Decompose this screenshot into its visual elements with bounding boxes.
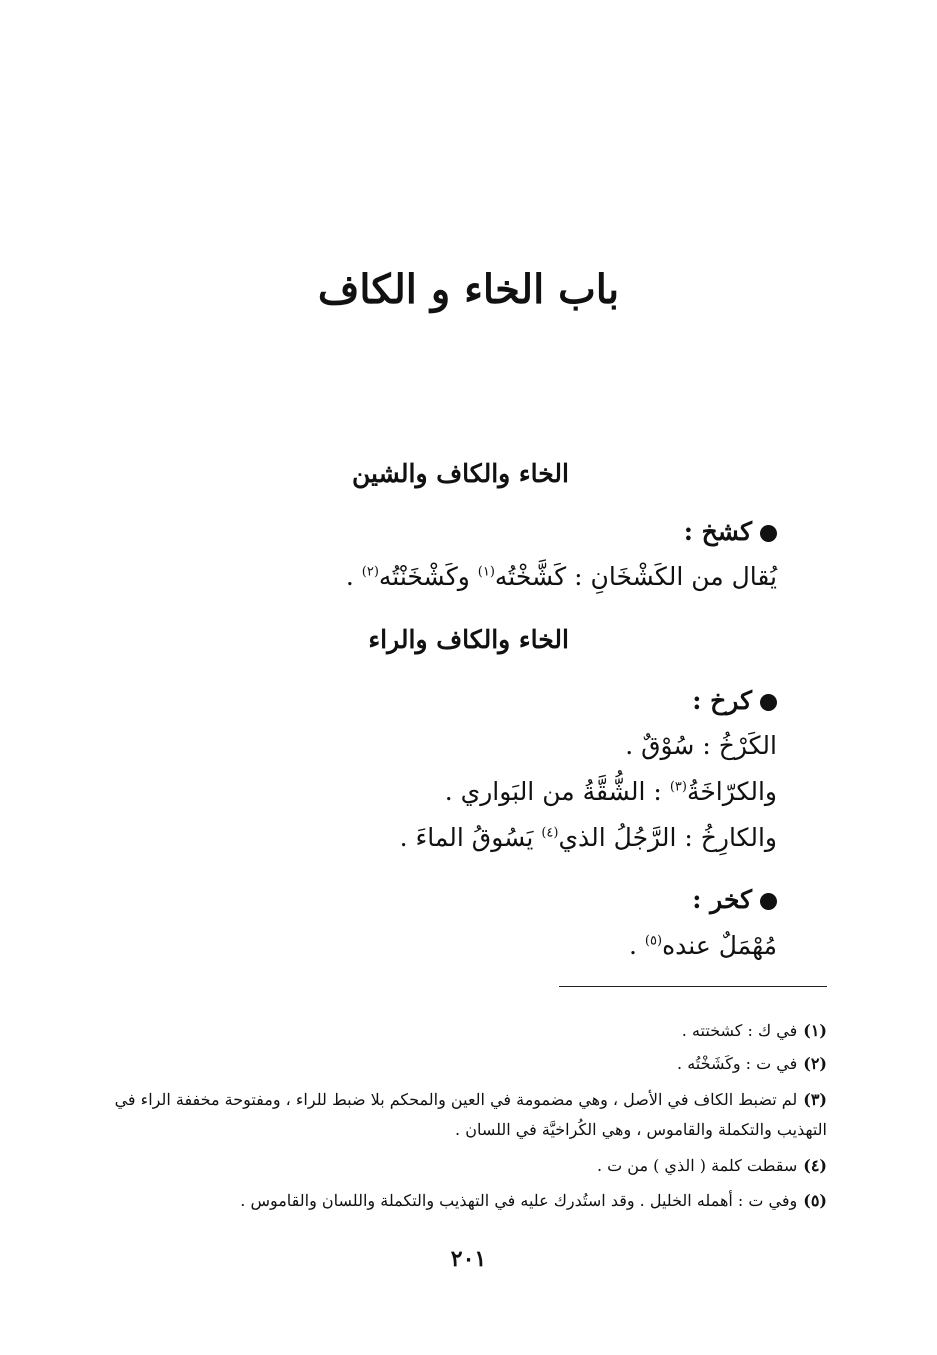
entry-root-label: كخر :: [692, 885, 752, 914]
entry-root-karakh: [692, 683, 777, 719]
footnote-5: [97, 1186, 827, 1216]
footnote-number: (٥): [803, 1191, 827, 1210]
text-segment: مُهْمَلٌ عنده: [662, 931, 777, 960]
entry-text-line: [445, 772, 777, 812]
footnote-ref: (٤): [541, 825, 559, 841]
footnote-text: سقطت كلمة ( الذي ) من ت .: [596, 1156, 798, 1175]
footnote-ref: (٣): [669, 779, 687, 795]
footnote-number: (٣): [803, 1090, 827, 1109]
entry-text-line: [625, 726, 777, 766]
footnote-divider: [559, 986, 827, 987]
entry-text-line: [346, 557, 777, 597]
text-segment: يُقال من الكَشْخَانِ : كَشَّخْتُه: [494, 562, 777, 591]
footnote-text: وفي ت : أهمله الخليل . وقد استُدرك عليه في التهذيب والتكملة واللسان والقاموس .: [240, 1191, 798, 1210]
footnote-text: في ت : وكَشَخْتُه .: [677, 1054, 798, 1073]
footnote-3: [97, 1085, 827, 1145]
bullet-dot-icon: [760, 525, 777, 542]
footnote-2: [97, 1049, 827, 1079]
footnote-ref: (٥): [644, 933, 663, 949]
text-segment: والكرّاخَةُ: [686, 777, 777, 806]
chapter-title: باب الخاء و الكاف: [317, 266, 620, 313]
text-segment: .: [629, 931, 645, 960]
footnote-number: (١): [803, 1021, 827, 1040]
page-number: ٢٠١: [450, 1246, 487, 1272]
footnote-number: (٤): [803, 1156, 827, 1175]
text-segment: والكارِخُ : الرَّجُلُ الذي: [558, 823, 777, 852]
bullet-dot-icon: [760, 694, 777, 711]
footnote-1: [97, 1016, 827, 1046]
text-segment: الكَرْخُ : سُوْقٌ .: [625, 731, 777, 760]
text-segment: وكَشْخَنْتُه: [378, 562, 478, 591]
bullet-dot-icon: [760, 893, 777, 910]
footnote-ref: (٢): [361, 564, 379, 580]
entry-text-line: [629, 926, 777, 966]
entry-text-line: [400, 818, 777, 858]
footnote-4: [97, 1151, 827, 1181]
entry-root-label: كرخ :: [692, 686, 752, 715]
text-segment: : الشُّقَّةُ من البَواري .: [444, 777, 670, 806]
section-heading-kh-k-sh: الخاء والكاف والشين: [352, 459, 569, 488]
entry-root-kakhar: [692, 882, 777, 918]
text-segment: .: [345, 562, 362, 591]
footnote-ref: (١): [477, 564, 495, 580]
footnote-text: لم تضبط الكاف في الأصل ، وهي مضمومة في العين والمحكم بلا ضبط للراء ، ومفتوحة مخففة الراء في التهذيب والتكملة والقاموس ، وهي الكُراخيَّة في اللسان .: [114, 1090, 827, 1139]
entry-root-label: كشخ :: [683, 517, 752, 546]
footnote-text: في ك : كشختته .: [681, 1021, 798, 1040]
footnote-number: (٢): [803, 1054, 827, 1073]
section-heading-kh-k-r: الخاء والكاف والراء: [368, 625, 569, 654]
text-segment: يَسُوقُ الماءَ .: [399, 823, 542, 852]
entry-root-kashakh: [684, 514, 777, 550]
